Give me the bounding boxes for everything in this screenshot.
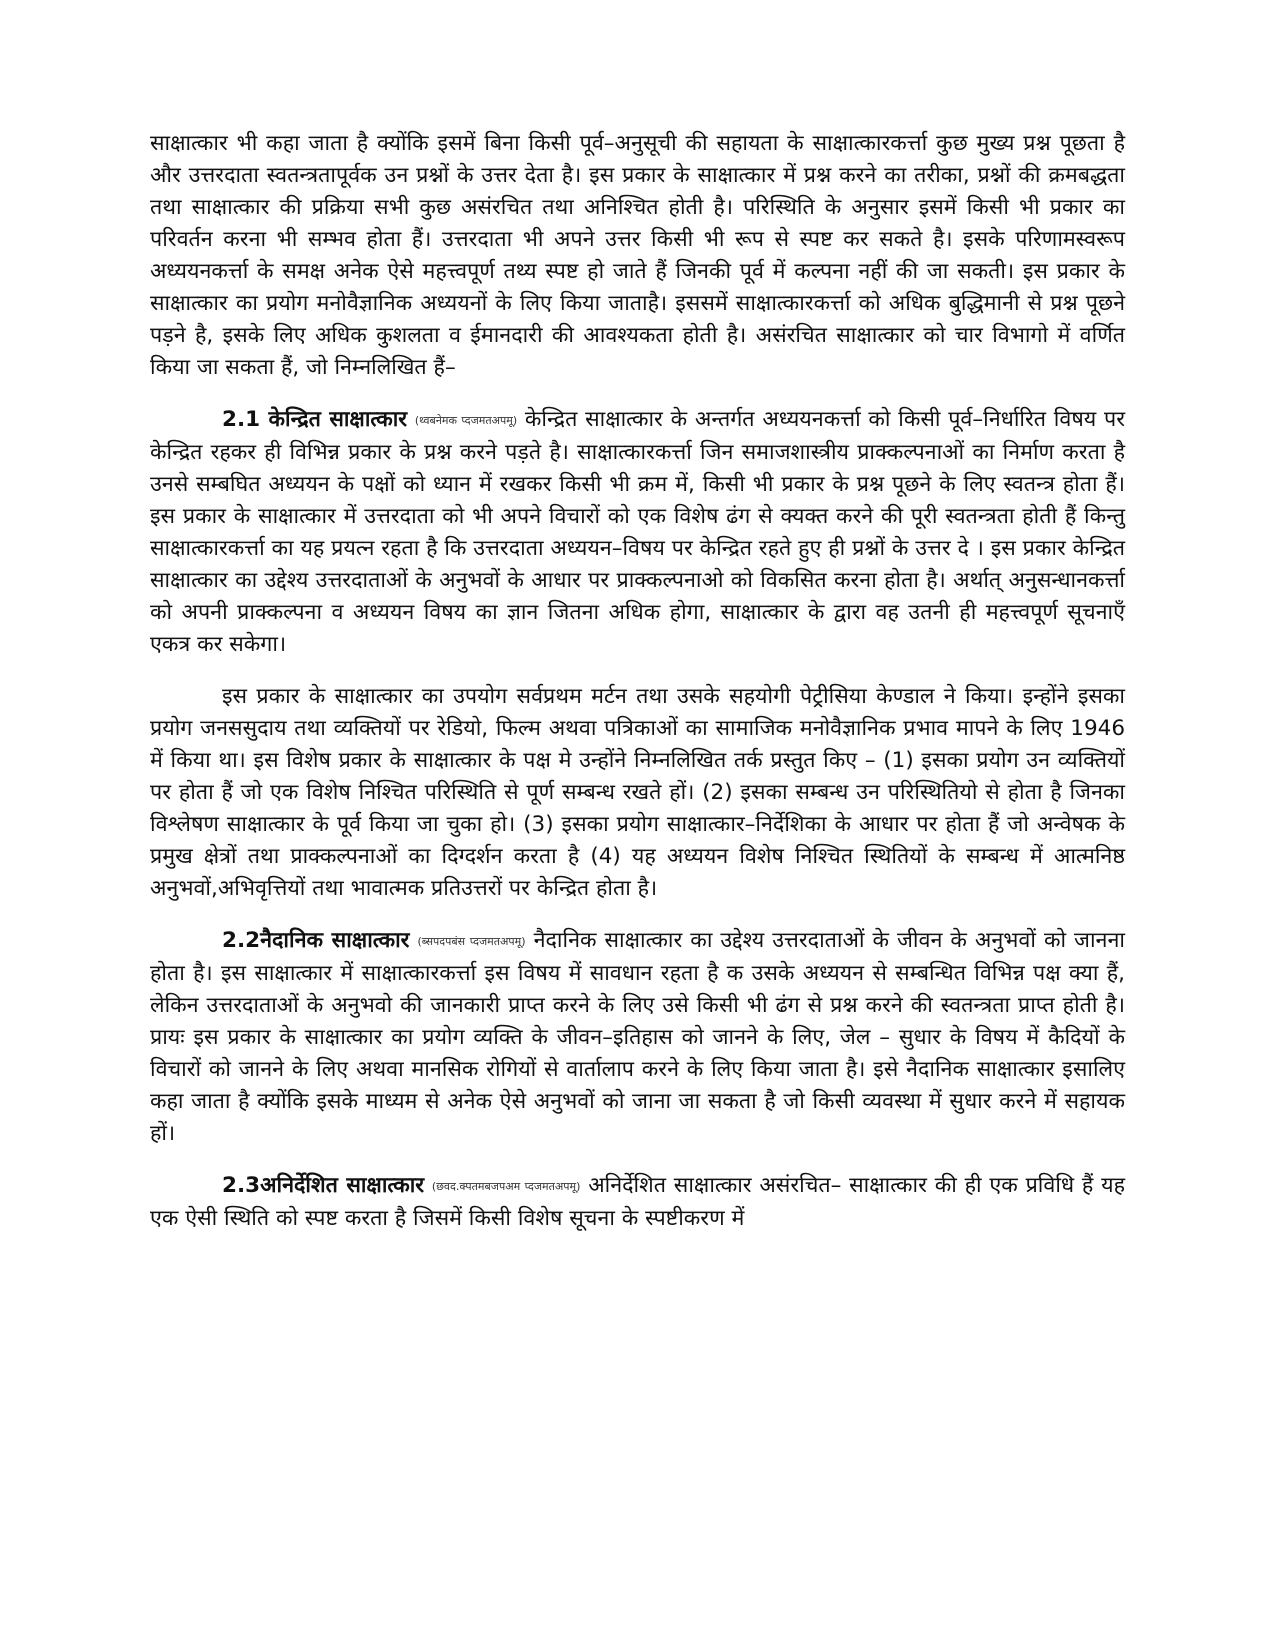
section-heading-2-3: 2.3अनिर्देशित साक्षात्कार bbox=[222, 1173, 425, 1198]
section-heading-2-2: 2.2नैदानिक साक्षात्कार bbox=[222, 928, 410, 953]
paragraph-non-directive-interview bbox=[150, 1170, 1125, 1235]
section-heading-2-1: 2.1 केन्द्रित साक्षात्कार bbox=[222, 407, 408, 432]
paragraph-text: इस प्रकार के साक्षात्कार का उपयोग सर्वप्रथम मर्टन तथा उसके सहयोगी पेट्रीसिया केण्डाल ने किया। इन्होंने इसका प्रयोग जनससुदाय तथा व्यक्तियों पर रेडियो, फिल्म अथवा पत्रिकाओं का सामाजिक मनोवैज्ञानिक प्रभाव मापने के लिए 1946 में किया था। इस विशेष प्रकार के साक्षात्कार के पक्ष मे उन्होंने निम्नलिखित तर्क प्रस्तुत किए – (1) इसका प्रयोग उन व्यक्तियों पर होता हैं जो एक विशेष निश्चित परिस्थिति से पूर्ण सम्बन्ध रखते हों। (2) इसका सम्बन्ध उन परिस्थितियो से होता है जिनका विश्लेषण साक्षात्कार के पूर्व किया जा चुका हो। (3) इसका प्रयोग साक्षात्कार–निर्देशिका के आधार पर होता हैं जो अन्वेषक के प्रमुख क्षेत्रों तथा प्राक्कल्पनाओं का दिग्दर्शन करता है (4) यह अध्ययन विशेष निश्चित स्थितियों के सम्बन्ध में आत्मनिष्ठ अनुभवों,अभिवृत्तियों तथा भावात्मक प्रतिउत्तरों पर केन्द्रित होता है। bbox=[150, 684, 1125, 901]
paragraph-text: साक्षात्कार भी कहा जाता है क्योंकि इसमें बिना किसी पूर्व–अनुसूची की सहायता के साक्षात्कारकर्त्ता कुछ मुख्य प्रश्न पूछता है और उत्तरदाता स्वतन्त्रतापूर्वक उन प्रश्नों के उत्तर देता है। इस प्रकार के साक्षात्कार में प्रश्न करने का तरीका, प्रश्नों की क्रमबद्धता तथा साक्षात्कार की प्रक्रिया सभी कुछ असंरचित तथा अनिश्चित होती है। परिस्थिति के अनुसार इसमें किसी भी प्रकार का परिवर्तन करना भी सम्भव होता हैं। उत्तरदाता भी अपने उत्तर किसी भी रूप से स्पष्ट कर सकते है। इसके परिणामस्वरूप अध्ययनकर्त्ता के समक्ष अनेक ऐसे महत्त्वपूर्ण तथ्य स्पष्ट हो जाते हैं जिनकी पूर्व में कल्पना नहीं की जा सकती। इस प्रकार के साक्षात्कार का प्रयोग मनोवैज्ञानिक अध्ययनों के लिए किया जाताहै। इससमें साक्षात्कारकर्त्ता को अधिक बुद्धिमानी से प्रश्न पूछने पड़ने है, इसके लिए अधिक कुशलता व ईमानदारी की आवश्यकता होती है। असंरचित साक्षात्कार को चार विभागो में वर्णित किया जा सकता हैं, जो निम्नलिखित हैं– bbox=[150, 131, 1125, 380]
paragraph-unstructured-interview-intro bbox=[150, 128, 1125, 384]
paragraph-text: केन्द्रित साक्षात्कार के अन्तर्गत अध्ययनकर्त्ता को किसी पूर्व–निर्धारित विषय पर केन्द्रित रहकर ही विभिन्न प्रकार के प्रश्न करने पड़ते है। साक्षात्कारकर्त्ता जिन समाजशास्त्रीय प्राक्कल्पनाओं का निर्माण करता है उनसे सम्बघित अध्ययन के पक्षों को ध्यान में रखकर किसी भी क्रम में, किसी भी प्रकार के प्रश्न पूछने के लिए स्वतन्त्र होता हैं। इस प्रकार के साक्षात्कार में उत्तरदाता को भी अपने विचारों को एक विशेष ढंग से क्यक्त करने की पूरी स्वतन्त्रता होती हैं किन्तु साक्षात्कारकर्त्ता का यह प्रयत्न रहता है कि उत्तरदाता अध्ययन–विषय पर केन्द्रित रहते हुए ही प्रश्नों के उत्तर दे । इस प्रकार केन्द्रित साक्षात्कार का उद्देश्य उत्तरदाताओं के अनुभवों के आधार पर प्राक्कल्पनाओ को विकसित करना होता है। अर्थात् अनुसन्धानकर्त्ता को अपनी प्राक्कल्पना व अध्ययन विषय का ज्ञान जितना अधिक होगा, साक्षात्कार के द्वारा वह उतनी ही महत्त्वपूर्ण सूचनाएँ एकत्र कर सकेगा। bbox=[150, 407, 1126, 657]
paragraph-clinical-interview bbox=[150, 925, 1125, 1150]
paragraph-text: अनिर्देशित साक्षात्कार असंरचित– साक्षात्कार की ही एक प्रविधि हैं यह एक ऐसी स्थिति को स्पष्ट करता है जिसमें किसी विशेष सूचना के स्पष्टीकरण में bbox=[150, 1173, 1126, 1231]
garbled-english-gloss: (थ्वबनेमक प्दजमतअपमू) bbox=[414, 414, 518, 427]
garbled-english-gloss: (ब्सपदपबंस प्दजमतअपमू) bbox=[417, 935, 526, 948]
paragraph-focused-interview bbox=[150, 404, 1125, 661]
garbled-english-gloss: (छवद.क्पतमबजपअम प्दजमतअपमू) bbox=[431, 1180, 581, 1193]
paragraph-merton-kendall bbox=[150, 681, 1125, 905]
paragraph-text: नैदानिक साक्षात्कार का उद्देश्य उत्तरदाताओं के जीवन के अनुभवों को जानना होता है। इस साक्षात्कार में साक्षात्कारकर्त्ता इस विषय में सावधान रहता है क उसके अध्ययन से सम्बन्धित विभिन्न पक्ष क्या हैं, लेकिन उत्तरदाताओं के अनुभवो की जानकारी प्राप्त करने के लिए उसे किसी भी ढंग से प्रश्न करने की स्वतन्त्रता प्राप्त होती है। प्रायः इस प्रकार के साक्षात्कार का प्रयोग व्यक्ति के जीवन–इतिहास को जानने के लिए, जेल – सुधार के विषय में कैदियों के विचारों को जानने के लिए अथवा मानसिक रोगियों से वार्तालाप करने के लिए किया जाता है। इसे नैदानिक साक्षात्कार इसालिए कहा जाता है क्योंकि इसके माध्यम से अनेक ऐसे अनुभवों को जाना जा सकता है जो किसी व्यवस्था में सुधार करने में सहायक हों। bbox=[150, 928, 1125, 1146]
